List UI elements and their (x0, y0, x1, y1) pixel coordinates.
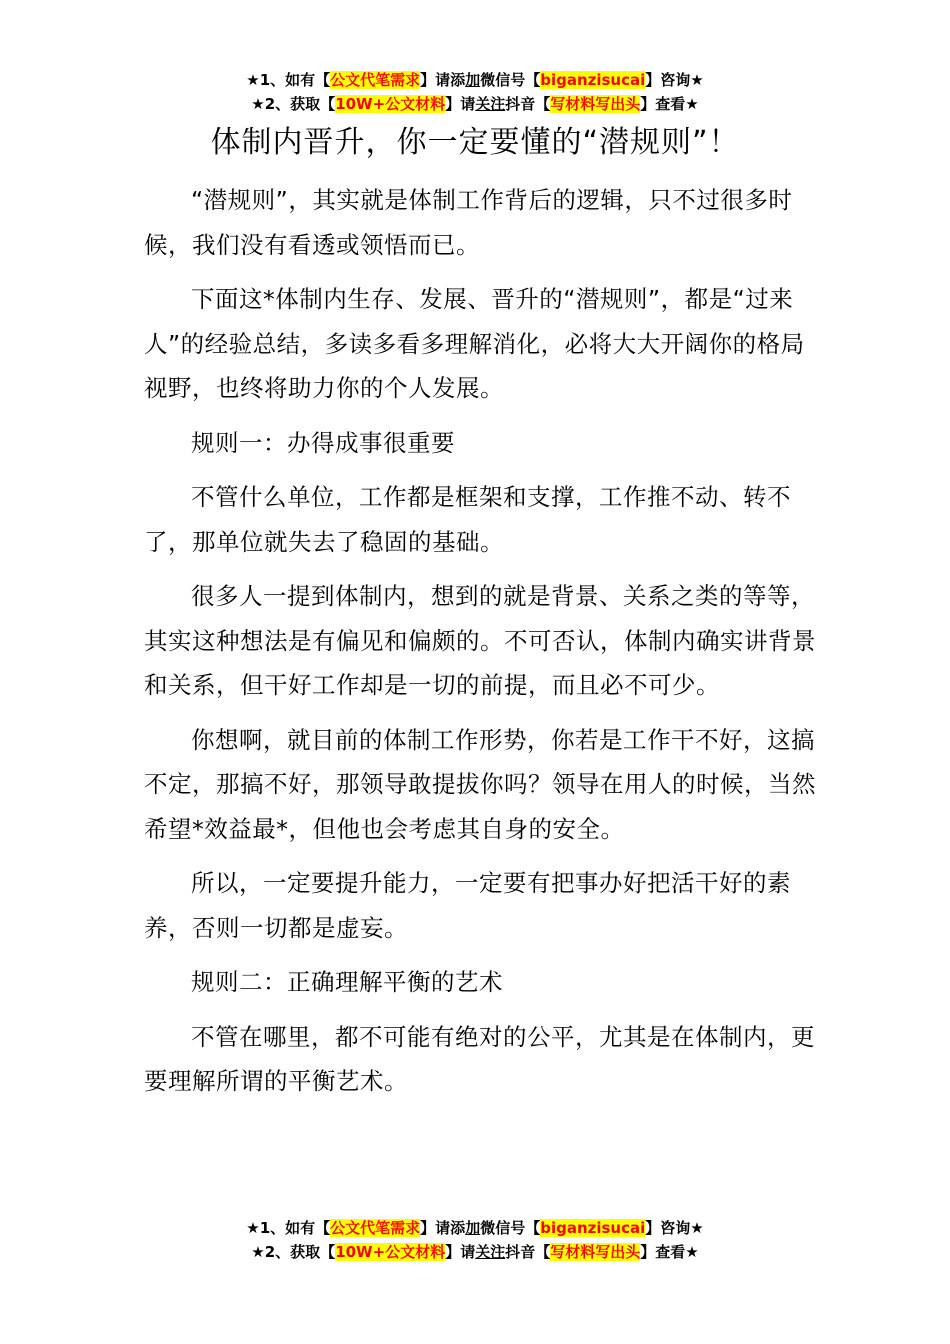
banner-underlined-text: 关注 (475, 1243, 506, 1261)
highlight-service-name: 公文代笔需求 (330, 1219, 421, 1237)
highlight-douyin-account: 写材料写出头 (550, 1243, 641, 1261)
header-promo-banner (0, 68, 950, 116)
paragraph: 不管什么单位，工作都是框架和支撑，工作推不动、转不了，那单位就失去了稳固的基础。 (144, 483, 791, 556)
banner-text: 】请添 (420, 71, 466, 89)
footer-promo-banner (0, 1216, 950, 1264)
banner-text: 】请 (445, 95, 476, 113)
header-banner-line-1 (0, 68, 950, 92)
paragraph-overview: 下面这*体制内生存、发展、晋升的“潜规则”，都是“过来人”的经验总结，多读多看多理解消化，必将大大开阔你的格局视野，也终将助力你的个人发展。 (144, 285, 805, 402)
banner-underlined-text: 加 (465, 1219, 481, 1237)
banner-text: 】咨询★ (645, 71, 704, 89)
banner-text: 微信号【 (480, 1219, 541, 1237)
banner-underlined-text: 加 (465, 71, 481, 89)
banner-text: ★1、如有【 (246, 71, 331, 89)
highlight-wechat-id: biganzisucai (540, 71, 646, 89)
banner-text: 】咨询★ (645, 1219, 704, 1237)
paragraph: 所以，一定要提升能力，一定要有把事办好把活干好的素养，否则一切都是虚妄。 (144, 869, 791, 942)
footer-banner-line-1 (0, 1216, 950, 1240)
paragraph-intro: “潜规则”，其实就是体制工作背后的逻辑，只不过很多时候，我们没有看透或领悟而已。 (144, 186, 793, 259)
banner-text: ★2、获取【 (251, 95, 336, 113)
highlight-wechat-id: biganzisucai (540, 1219, 646, 1237)
banner-text: 抖音【 (505, 95, 551, 113)
banner-text: 】请添 (420, 1219, 466, 1237)
paragraph: 不管在哪里，都不可能有绝对的公平，尤其是在体制内，更要理解所谓的平衡艺术。 (144, 1022, 815, 1095)
paragraph: 很多人一提到体制内，想到的就是背景、关系之类的等等，其实这种想法是有偏见和偏颇的。不可否认，体制内确实讲背景和关系，但干好工作却是一切的前提，而且必不可少。 (144, 582, 816, 699)
highlight-materials: 10W+公文材料 (335, 1243, 446, 1261)
banner-text: 】查看★ (640, 1243, 699, 1261)
footer-banner-line-2 (0, 1240, 950, 1264)
document-title: 体制内晋升，你一定要懂的“潜规则”！ (210, 125, 740, 160)
highlight-douyin-account: 写材料写出头 (550, 95, 641, 113)
highlight-service-name: 公文代笔需求 (330, 71, 421, 89)
banner-underlined-text: 关注 (475, 95, 506, 113)
banner-text: 微信号【 (480, 71, 541, 89)
rule-heading-1: 规则一：办得成事很重要 (191, 428, 455, 457)
header-banner-line-2 (0, 92, 950, 116)
document-body (144, 178, 820, 1114)
banner-text: 】查看★ (640, 95, 699, 113)
banner-text: ★1、如有【 (246, 1219, 331, 1237)
banner-text: 】请 (445, 1243, 476, 1261)
banner-text: ★2、获取【 (251, 1243, 336, 1261)
banner-text: 抖音【 (505, 1243, 551, 1261)
paragraph: 你想啊，就目前的体制工作形势，你若是工作干不好，这搞不定，那搞不好，那领导敢提拔你吗？领导在用人的时候，当然希望*效益最*，但他也会考虑其自身的安全。 (144, 725, 816, 843)
highlight-materials: 10W+公文材料 (335, 95, 446, 113)
rule-heading-2: 规则二：正确理解平衡的艺术 (191, 968, 503, 996)
